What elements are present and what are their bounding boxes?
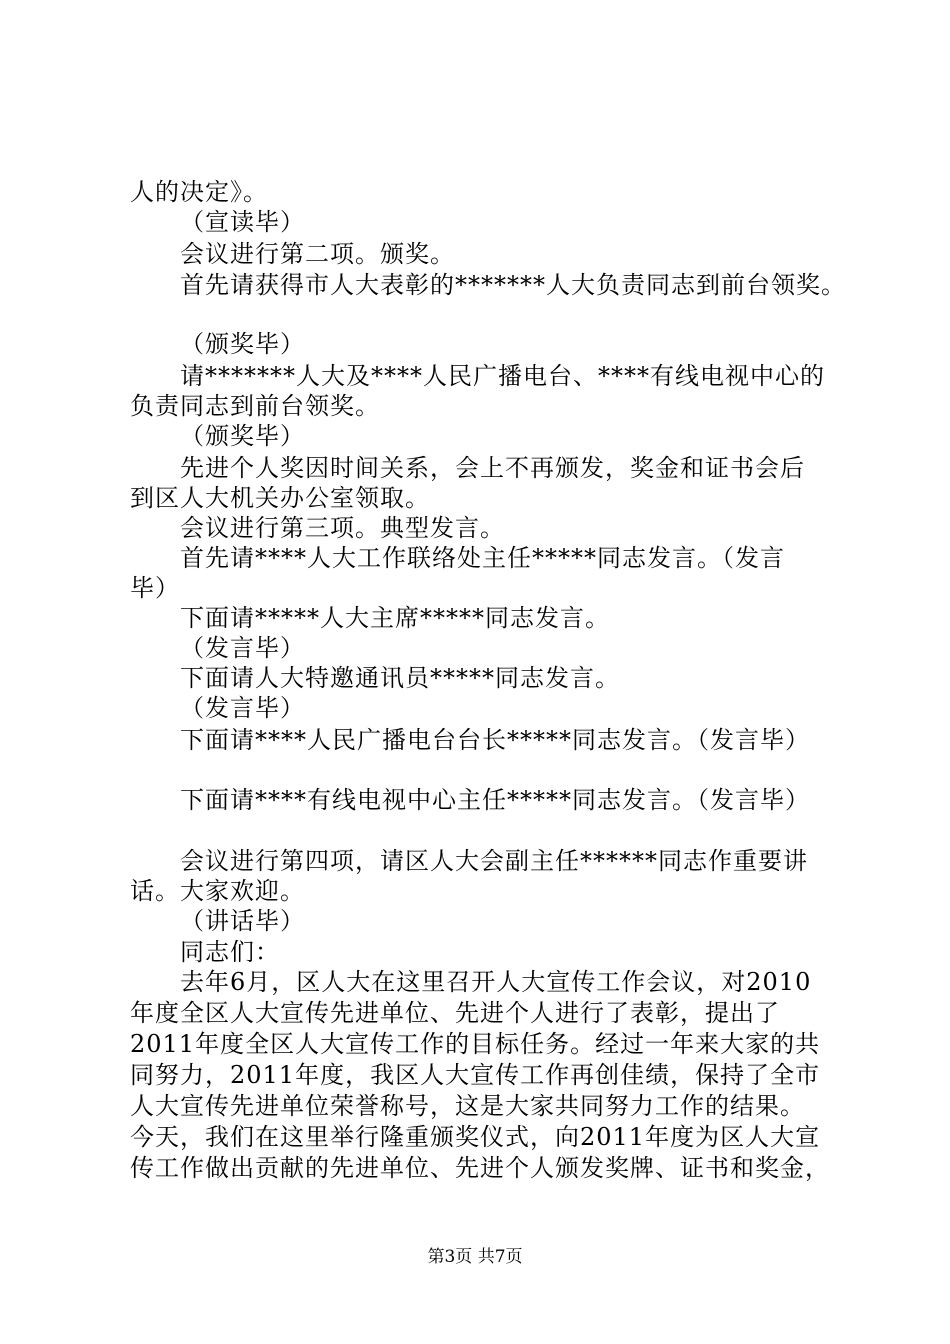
text-line: 话。大家欢迎。 — [130, 877, 305, 905]
text-line: （宣读毕） — [180, 208, 305, 236]
text-line: 会议进行第四项，请区人大会副主任******同志作重要讲 — [180, 847, 808, 875]
text-line: （颁奖毕） — [180, 422, 305, 450]
text-line: 负责同志到前台领奖。 — [130, 392, 380, 420]
text-line: 到区人大机关办公室领取。 — [130, 484, 430, 512]
text-line: 毕） — [130, 574, 180, 602]
text-line: 请*******人大及****人民广播电台、****有线电视中心的 — [180, 362, 825, 390]
text-line: 先进个人奖因时间关系，会上不再颁发，奖金和证书会后 — [180, 454, 805, 482]
text-line: 下面请*****人大主席*****同志发言。 — [180, 604, 610, 632]
text-line: 同志们： — [180, 938, 280, 966]
text-line: 会议进行第三项。典型发言。 — [180, 514, 505, 542]
text-line: 下面请****人民广播电台台长*****同志发言。（发言毕） — [180, 726, 810, 754]
text-line: （发言毕） — [180, 634, 305, 662]
text-line: （讲话毕） — [180, 907, 305, 935]
text-line: 年度全区人大宣传先进单位、先进个人进行了表彰，提出了 — [130, 999, 780, 1027]
text-line: 传工作做出贡献的先进单位、先进个人颁发奖牌、证书和奖金， — [130, 1154, 830, 1182]
text-line: （颁奖毕） — [180, 330, 305, 358]
text-line: （发言毕） — [180, 694, 305, 722]
text-line: 首先请****人大工作联络处主任*****同志发言。（发言 — [180, 544, 785, 572]
text-line: 同努力，2011年度，我区人大宣传工作再创佳绩，保持了全市 — [130, 1061, 821, 1089]
page-number-footer: 第3页 共7页 — [427, 1247, 523, 1267]
text-line: 人大宣传先进单位荣誉称号，这是大家共同努力工作的结果。 — [130, 1092, 805, 1120]
text-line: 首先请获得市人大表彰的*******人大负责同志到前台领奖。 — [180, 271, 846, 299]
text-line: 人的决定》。 — [130, 178, 268, 206]
text-line: 下面请****有线电视中心主任*****同志发言。（发言毕） — [180, 786, 810, 814]
text-line: 2011年度全区人大宣传工作的目标任务。经过一年来大家的共 — [130, 1030, 821, 1058]
text-line: 今天，我们在这里举行隆重颁奖仪式，向2011年度为区人大宣 — [130, 1123, 821, 1151]
text-line: 去年6月，区人大在这里召开人大宣传工作会议，对2010 — [180, 968, 812, 996]
text-line: 下面请人大特邀通讯员*****同志发言。 — [180, 664, 620, 692]
text-line: 会议进行第二项。颁奖。 — [180, 240, 455, 268]
